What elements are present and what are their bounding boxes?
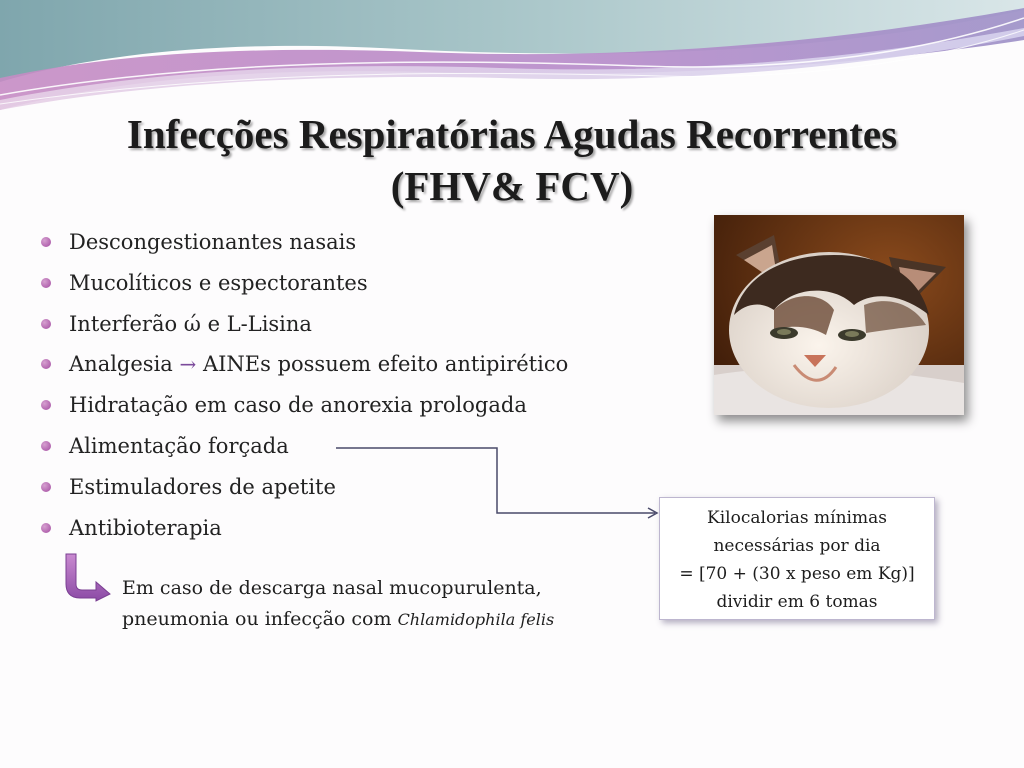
- bullet-dot-icon: [41, 523, 51, 533]
- note-line-2: [122, 604, 554, 635]
- right-arrow-icon: →: [179, 352, 197, 377]
- bullet-text: Analgesia: [69, 352, 173, 377]
- bullet-dot-icon: [41, 278, 51, 288]
- bullet-dot-icon: [41, 441, 51, 451]
- kilocalories-formula-box: [659, 497, 935, 620]
- note-line-1: Em caso de descarga nasal mucopurulenta,: [122, 577, 542, 599]
- uturn-arrow-icon: [62, 552, 114, 602]
- header-wave-decoration: [0, 0, 1024, 120]
- title-line-2: (FHV& FCV): [390, 163, 634, 209]
- bullet-dot-icon: [41, 482, 51, 492]
- bullet-text: Estimuladores de apetite: [69, 474, 336, 499]
- kcal-line-1: Kilocalorias mínimas: [707, 508, 887, 528]
- bullet-text: AINEs possuem efeito antipirético: [202, 352, 569, 377]
- bullet-text: Interferão ώ e L-Lisina: [69, 311, 312, 336]
- bullet-dot-icon: [41, 400, 51, 410]
- bullet-text: Hidratação em caso de anorexia prologada: [69, 393, 527, 418]
- bullet-item: [40, 263, 568, 304]
- kcal-line-2: necessárias por dia: [713, 536, 881, 556]
- bullet-dot-icon: [41, 319, 51, 329]
- bullet-text: Antibioterapia: [69, 515, 222, 540]
- bullet-item: [40, 385, 568, 426]
- kcal-line-4: dividir em 6 tomas: [716, 592, 878, 612]
- bullet-dot-icon: [41, 359, 51, 369]
- bullet-text: Alimentação forçada: [69, 433, 289, 458]
- kitten-photo-image: [714, 215, 964, 415]
- bullet-item: [40, 467, 568, 508]
- note-line-2-text: pneumonia ou infecção com: [122, 608, 392, 630]
- bullet-item: [40, 508, 568, 549]
- treatment-bullet-list: [40, 222, 568, 548]
- bullet-item: [40, 304, 568, 345]
- bullet-item: [40, 222, 568, 263]
- bullet-dot-icon: [41, 237, 51, 247]
- antibiotic-note: [122, 573, 554, 635]
- slide-title: [0, 108, 1024, 212]
- kcal-line-3: = [70 + (30 x peso em Kg)]: [679, 564, 915, 584]
- bullet-item: [40, 344, 568, 385]
- bullet-text: Descongestionantes nasais: [69, 230, 357, 254]
- title-line-1: Infecções Respiratórias Agudas Recorrentes: [126, 111, 898, 157]
- bullet-text: Mucolíticos e espectorantes: [69, 270, 368, 295]
- pathogen-name: Chlamidophila felis: [397, 610, 555, 629]
- sick-kitten-photo: [714, 215, 964, 415]
- bullet-item: [40, 426, 568, 467]
